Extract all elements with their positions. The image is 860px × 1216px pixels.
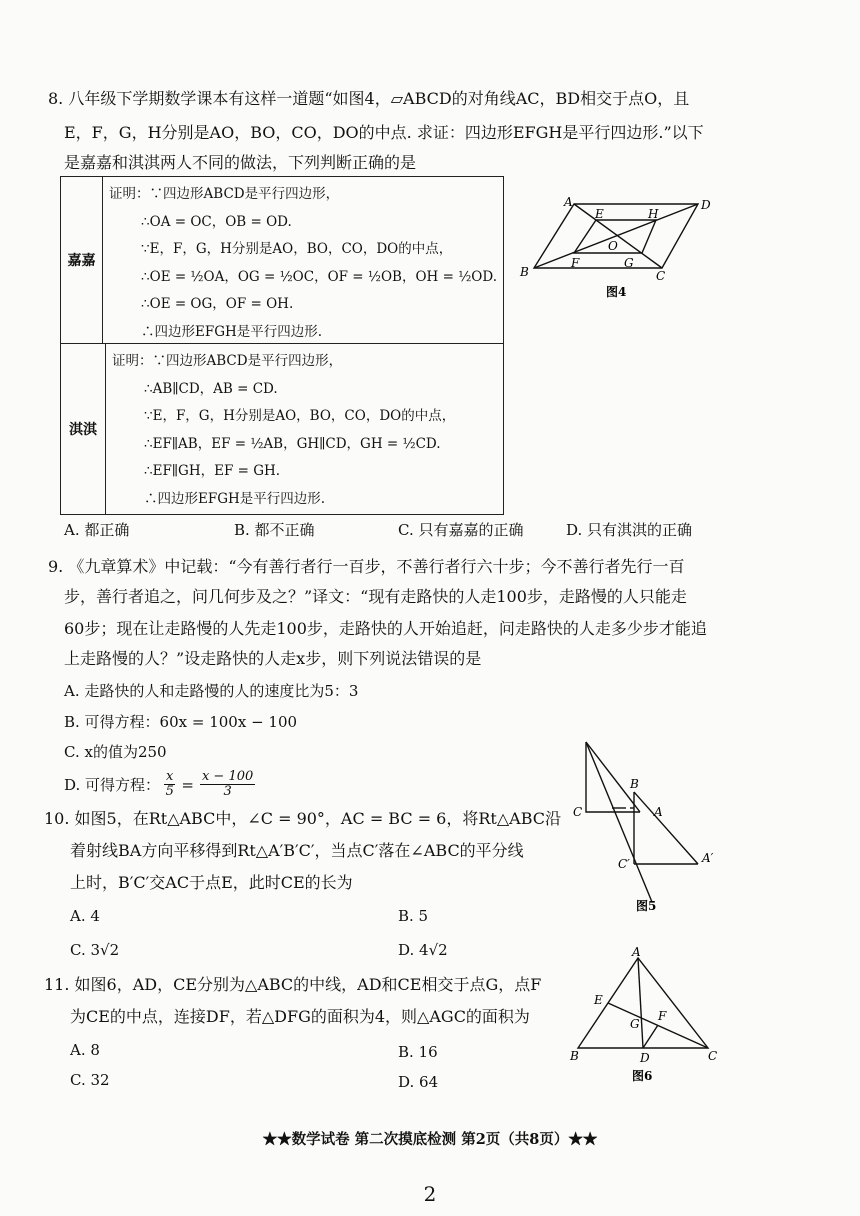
- fig4-label: G: [624, 256, 634, 270]
- fig5-caption: 图5: [636, 899, 657, 913]
- q9-frac-right: [200, 770, 255, 799]
- page-number: 2: [423, 1182, 437, 1206]
- figure-5: [570, 738, 720, 918]
- fig5-label: B: [630, 777, 639, 791]
- fig4-label: H: [648, 207, 659, 221]
- fig6-label: E: [594, 993, 603, 1007]
- figure-4: [514, 192, 720, 310]
- proof-name-qiqi: 淇淇: [61, 344, 106, 514]
- q10-option-b: B. 5: [398, 907, 429, 925]
- q11-line1: 11. 如图6，AD，CE分别为△ABC的中线，AD和CE相交于点G，点F: [44, 975, 542, 994]
- proof-step: ∵E，F，G，H分别是AO，BO，CO，DO的中点，: [141, 241, 453, 258]
- fig6-label: G: [630, 1017, 640, 1031]
- proof-step: ∴EF∥GH，EF = GH.: [144, 463, 281, 480]
- proof-name-jiajia: 嘉嘉: [61, 177, 103, 343]
- q8-option-a: A. 都正确: [64, 521, 130, 539]
- fig4-label: F: [571, 256, 580, 270]
- fig6-label: F: [658, 1009, 667, 1023]
- proof-step: ∴EF∥AB，EF = ½AB，GH∥CD，GH = ½CD.: [144, 435, 441, 452]
- figure-6: [566, 944, 726, 1086]
- q9-option-b: B. 可得方程：60x = 100x − 100: [64, 713, 298, 731]
- fig6-caption: 图6: [632, 1069, 653, 1083]
- q8-line2: E，F，G，H分别是AO，BO，CO，DO的中点. 求证：四边形EFGH是平行四边形.”以下: [64, 123, 704, 142]
- fig6-label: D: [640, 1051, 650, 1065]
- fig5-label: C: [573, 805, 583, 819]
- proof-step: ∴四边形EFGH是平行四边形.: [141, 323, 323, 340]
- frac-den: 5: [165, 784, 174, 799]
- fig6-label: C: [708, 1049, 718, 1063]
- q9-option-c: C. x的值为250: [64, 743, 167, 761]
- q11-option-c: C. 32: [70, 1071, 110, 1089]
- proof-step: ∴OE = OG，OF = OH.: [141, 296, 294, 313]
- proof-step: ∴OA = OC，OB = OD.: [141, 213, 292, 230]
- frac-equals: =: [181, 775, 194, 794]
- q9-line4: 上走路慢的人？”设走路快的人走x步，则下列说法错误的是: [64, 649, 482, 668]
- proof-row-jiajia: [61, 177, 503, 344]
- q8-option-c: C. 只有嘉嘉的正确: [398, 521, 524, 539]
- q11-option-d: D. 64: [398, 1073, 439, 1091]
- fig4-label: O: [608, 239, 618, 253]
- q10-line3: 上时，B′C′交AC于点E，此时CE的长为: [70, 873, 353, 892]
- proof-steps-qiqi: [106, 344, 461, 514]
- fig6-label: B: [570, 1049, 579, 1063]
- q9-frac-left: [164, 770, 175, 799]
- fig4-label: E: [595, 207, 604, 221]
- q9-option-a: A. 走路快的人和走路慢的人的速度比为5：3: [64, 682, 359, 700]
- proof-row-qiqi: [61, 344, 503, 514]
- q10-option-c: C. 3√2: [70, 941, 120, 959]
- q9-option-d: [64, 770, 255, 799]
- q8-line3: 是嘉嘉和淇淇两人不同的做法，下列判断正确的是: [64, 153, 417, 172]
- q11-option-a: A. 8: [70, 1041, 100, 1059]
- q11-line2: 为CE的中点，连接DF，若△DFG的面积为4，则△AGC的面积为: [70, 1007, 530, 1026]
- q8-line1: 8. 八年级下学期数学课本有这样一道题“如图4，▱ABCD的对角线AC，BD相交于点O，且: [48, 89, 690, 108]
- q8-option-b: B. 都不正确: [234, 521, 315, 539]
- proof-step: ∴四边形EFGH是平行四边形.: [144, 490, 326, 507]
- proof-steps-jiajia: [103, 177, 503, 343]
- frac-num: x − 100: [201, 769, 254, 784]
- proof-step: 证明：∵四边形ABCD是平行四边形，: [112, 353, 343, 369]
- proof-step: ∴OE = ½OA，OG = ½OC，OF = ½OB，OH = ½OD.: [141, 268, 497, 285]
- fig4-label: D: [701, 198, 711, 212]
- fig4-label: C: [656, 269, 666, 283]
- q9-line1: 9. 《九章算术》中记载：“今有善行者行一百步，不善行者行六十步；今不善行者先行一百: [48, 557, 685, 576]
- proof-step: ∴AB∥CD，AB = CD.: [144, 380, 278, 397]
- q9-line3: 60步；现在让走路慢的人先走100步，走路快的人开始追赶，问走路快的人走多少步才能追: [64, 619, 707, 638]
- frac-den: 3: [223, 784, 232, 799]
- proof-table: [60, 176, 504, 515]
- fig4-label: A: [564, 195, 573, 209]
- fig5-label: C′: [618, 857, 630, 871]
- q10-option-a: A. 4: [70, 907, 100, 925]
- q9-option-d-label: D. 可得方程：: [64, 775, 161, 794]
- q9-line2: 步，善行者追之，问几何步及之？”译文：“现有走路快的人走100步，走路慢的人只能走: [64, 587, 687, 606]
- fig5-label: A: [654, 805, 663, 819]
- q10-line1: 10. 如图5，在Rt△ABC中，∠C = 90°，AC = BC = 6，将Rt△ABC沿: [44, 809, 561, 828]
- fig4-label: B: [520, 265, 529, 279]
- fig4-caption: 图4: [606, 285, 627, 299]
- frac-num: x: [166, 769, 174, 784]
- proof-step: ∵E，F，G，H分别是AO，BO，CO，DO的中点，: [144, 408, 456, 425]
- q10-line2: 着射线BA方向平移得到Rt△A′B′C′，当点C′落在∠ABC的平分线: [70, 841, 524, 860]
- fig6-label: A: [632, 945, 641, 959]
- q10-option-d: D. 4√2: [398, 941, 448, 959]
- page-footer: ★★数学试卷 第二次摸底检测 第2页（共8页）★★: [262, 1131, 598, 1148]
- q11-option-b: B. 16: [398, 1043, 438, 1061]
- q8-option-d: D. 只有淇淇的正确: [566, 521, 693, 539]
- proof-step: 证明：∵四边形ABCD是平行四边形，: [109, 186, 340, 202]
- fig5-label: A′: [702, 851, 714, 865]
